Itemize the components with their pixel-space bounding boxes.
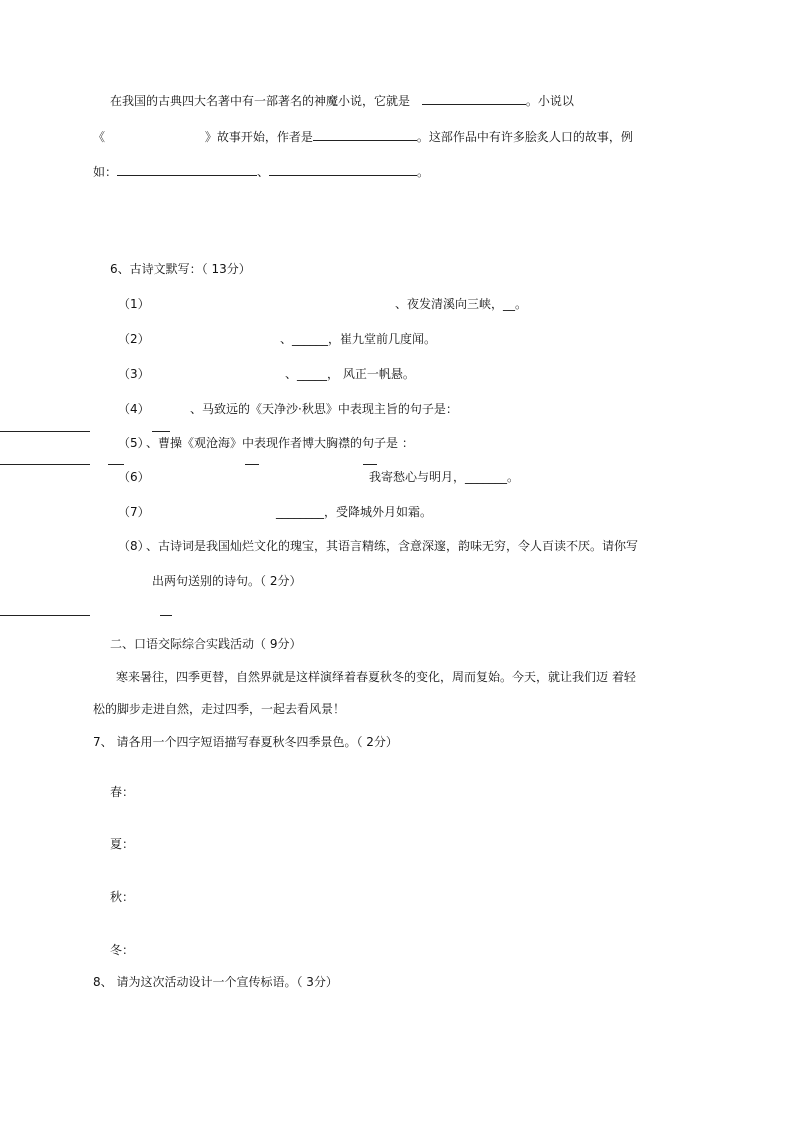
q6-item-4-text: 、马致远的《天净沙·秋思》中表现主旨的句子是： xyxy=(190,402,458,416)
answer-line[interactable] xyxy=(160,615,172,616)
q6-item-8-cont: 出两句送别的诗句。（ 2分） xyxy=(152,574,302,588)
answer-blank[interactable] xyxy=(109,128,205,141)
answer-blank[interactable] xyxy=(313,128,417,141)
item-number: （3） xyxy=(118,367,150,381)
item-number: （4） xyxy=(118,402,150,416)
novel-line-1-end: 。小说以 xyxy=(525,94,574,108)
novel-line-3-sep: 、 xyxy=(257,165,270,179)
answer-line[interactable] xyxy=(245,464,259,465)
novel-line-3 xyxy=(93,163,429,180)
season-autumn: 秋： xyxy=(110,890,135,904)
novel-line-2-end: 。这部作品中有许多脍炙人口的故事，例 xyxy=(416,130,633,144)
answer-line[interactable] xyxy=(0,464,90,465)
novel-line-1 xyxy=(110,92,574,109)
q6-item-7-text: ________，受降城外月如霜。 xyxy=(276,505,433,519)
answer-blank[interactable] xyxy=(117,163,257,176)
novel-line-3-start: 如： xyxy=(93,165,118,179)
q6-item-2-text: 、______，崔九堂前几度闻。 xyxy=(280,332,437,346)
answer-line[interactable] xyxy=(0,615,90,616)
answer-line[interactable] xyxy=(363,464,377,465)
season-winter: 冬： xyxy=(110,943,135,957)
item-number: （5） xyxy=(118,436,150,450)
item-number: （6） xyxy=(118,470,150,484)
novel-line-2 xyxy=(93,128,633,145)
novel-line-2-mid: 》故事开始，作者是 xyxy=(204,130,313,144)
answer-line[interactable] xyxy=(0,431,90,432)
q6-title: 6、古诗文默写：（ 13分） xyxy=(110,262,251,276)
q6-item-4 xyxy=(118,401,150,417)
q6-item-3 xyxy=(118,366,150,382)
q6-item-3-text: 、_____， 风正一帆悬。 xyxy=(285,367,415,381)
q6-item-1 xyxy=(118,296,150,312)
novel-line-1-text: 在我国的古典四大名著中有一部著名的神魔小说，它就是 xyxy=(110,94,411,108)
answer-line[interactable] xyxy=(152,431,170,432)
item-number: （7） xyxy=(118,505,150,519)
section-2-paragraph-2: 松的脚步走进自然，走过四季，一起去看风景！ xyxy=(93,702,346,716)
q6-item-2 xyxy=(118,331,150,347)
q6-item-1-text: 、夜发清溪向三峡，__。 xyxy=(395,297,528,311)
q6-item-8 xyxy=(118,538,150,554)
q6-item-5-text: 、曹操《观沧海》中表现作者博大胸襟的句子是 ： xyxy=(146,436,414,450)
season-summer: 夏： xyxy=(110,837,135,851)
season-spring: 春： xyxy=(110,785,135,799)
section-2-title: 二、口语交际综合实践活动（ 9分） xyxy=(110,637,302,651)
q7-title: 7、 请各用一个四字短语描写春夏秋冬四季景色。（ 2分） xyxy=(93,735,398,749)
answer-blank[interactable] xyxy=(269,163,417,176)
q6-item-7 xyxy=(118,504,150,520)
novel-line-2-open: 《 xyxy=(93,130,106,144)
novel-line-3-end: 。 xyxy=(417,165,430,179)
answer-line[interactable] xyxy=(108,464,124,465)
q6-item-6 xyxy=(118,469,150,485)
q6-item-5 xyxy=(118,435,150,451)
q6-item-6-text: 我寄愁心与明月，_______。 xyxy=(369,470,520,484)
section-2-paragraph-1: 寒来暑往，四季更替，自然界就是这样演绎着春夏秋冬的变化，周而复始。今天，就让我们迈 着轻 xyxy=(116,670,636,684)
answer-blank[interactable] xyxy=(422,92,526,105)
item-number: （8） xyxy=(118,539,150,553)
q6-item-8-text: 、古诗词是我国灿烂文化的瑰宝，其语言精练，含意深邃，韵味无穷，令人百读不厌。请你写 xyxy=(146,539,639,553)
q8-title: 8、 请为这次活动设计一个宣传标语。（ 3分） xyxy=(93,975,338,989)
item-number: （1） xyxy=(118,297,150,311)
item-number: （2） xyxy=(118,332,150,346)
